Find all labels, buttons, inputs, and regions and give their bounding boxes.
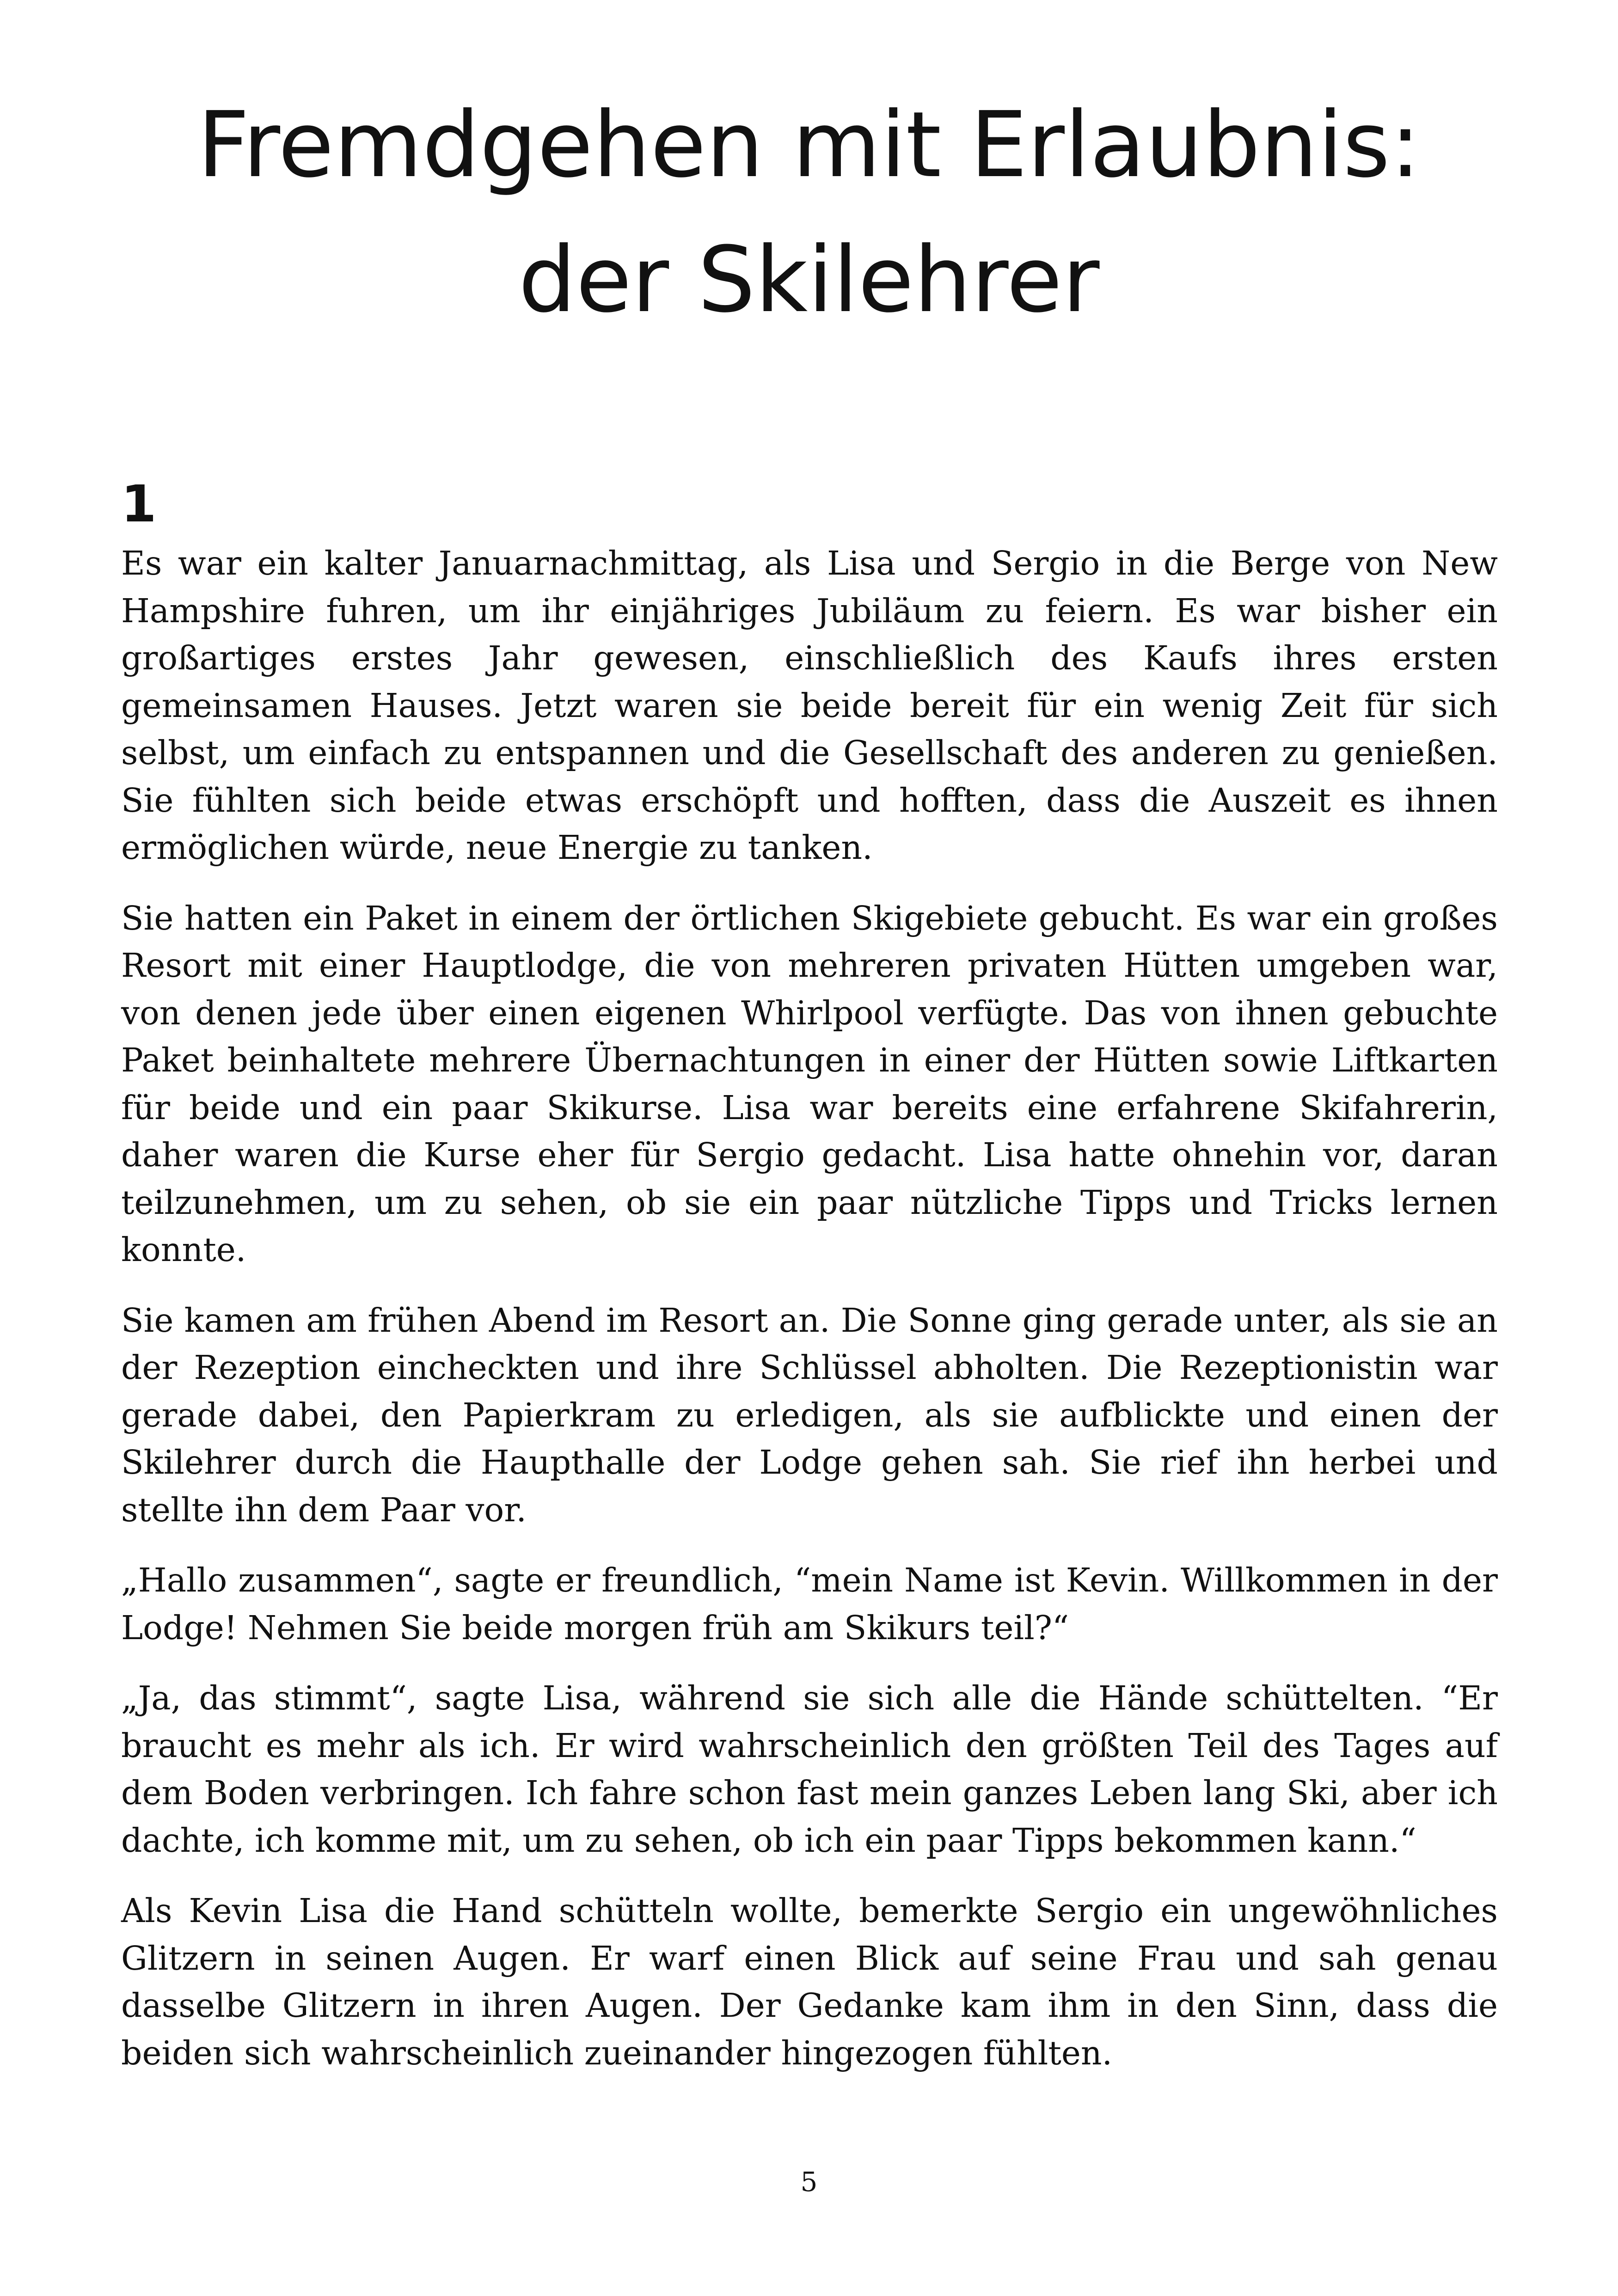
paragraph-1: Es war ein kalter Januarnachmittag, als Lisa und Sergio in die Berge von New Hampshire fuhren, um ihr einjähriges Jubiläum zu feiern. Es war bisher ein großartiges erstes Jahr gewesen, einschließlich des Kaufs ihres ersten gemeinsamen Hauses. Jetzt waren sie beide bereit für ein wenig Zeit für sich selbst, um einfach zu entspannen und die Gesellschaft des anderen zu genießen. Sie fühlten sich beide etwas erschöpft und hofften, dass die Auszeit es ihnen ermöglichen würde, neue Energie zu tanken. [121,544,1498,867]
chapter-heading: 1 [121,474,157,533]
paragraph-5: „Ja, das stimmt“, sagte Lisa, während sie sich alle die Hände schüttelten. “Er braucht es mehr als ich. Er wird wahrscheinlich den größten Teil des Tages auf dem Boden verbringen. Ich fahre schon fast mein ganzes Leben lang Ski, aber ich dachte, ich komme mit, um zu sehen, ob ich ein paar Tipps bekommen kann.“ [121,1679,1498,1860]
page-title: Fremdgehen mit Erlaubnis: der Skilehrer [197,92,1421,333]
body-text [121,540,1498,2100]
paragraph-4: „Hallo zusammen“, sagte er freundlich, “mein Name ist Kevin. Willkommen in der Lodge! Nehmen Sie beide morgen früh am Skikurs teil?“ [121,1561,1498,1647]
paragraph-3: Sie kamen am frühen Abend im Resort an. Die Sonne ging gerade unter, als sie an der Rezeption eincheckten und ihre Schlüssel abholten. Die Rezeptionistin war gerade dabei, den Papierkram zu erledigen, als sie aufblickte und einen der Skilehrer durch die Haupthalle der Lodge gehen sah. Sie rief ihn herbei und stellte ihn dem Paar vor. [121,1301,1498,1529]
paragraph-2: Sie hatten ein Paket in einem der örtlichen Skigebiete gebucht. Es war ein großes Resort mit einer Hauptlodge, die von mehreren privaten Hütten umgeben war, von denen jede über einen eigenen Whirlpool verfügte. Das von ihnen gebuchte Paket beinhaltete mehrere Übernachtungen in einer der Hütten sowie Liftkarten für beide und ein paar Skikurse. Lisa war bereits eine erfahrene Skifahrerin, daher waren die Kurse eher für Sergio gedacht. Lisa hatte ohnehin vor, daran teilzunehmen, um zu sehen, ob sie ein paar nützliche Tipps und Tricks lernen konnte. [121,899,1498,1269]
page-number: 5 [800,2166,818,2198]
paragraph-6: Als Kevin Lisa die Hand schütteln wollte, bemerkte Sergio ein ungewöhnliches Glitzern in seinen Augen. Er warf einen Blick auf seine Frau und sah genau dasselbe Glitzern in ihren Augen. Der Gedanke kam ihm in den Sinn, dass die beiden sich wahrscheinlich zueinander hingezogen fühlten. [121,1892,1498,2072]
